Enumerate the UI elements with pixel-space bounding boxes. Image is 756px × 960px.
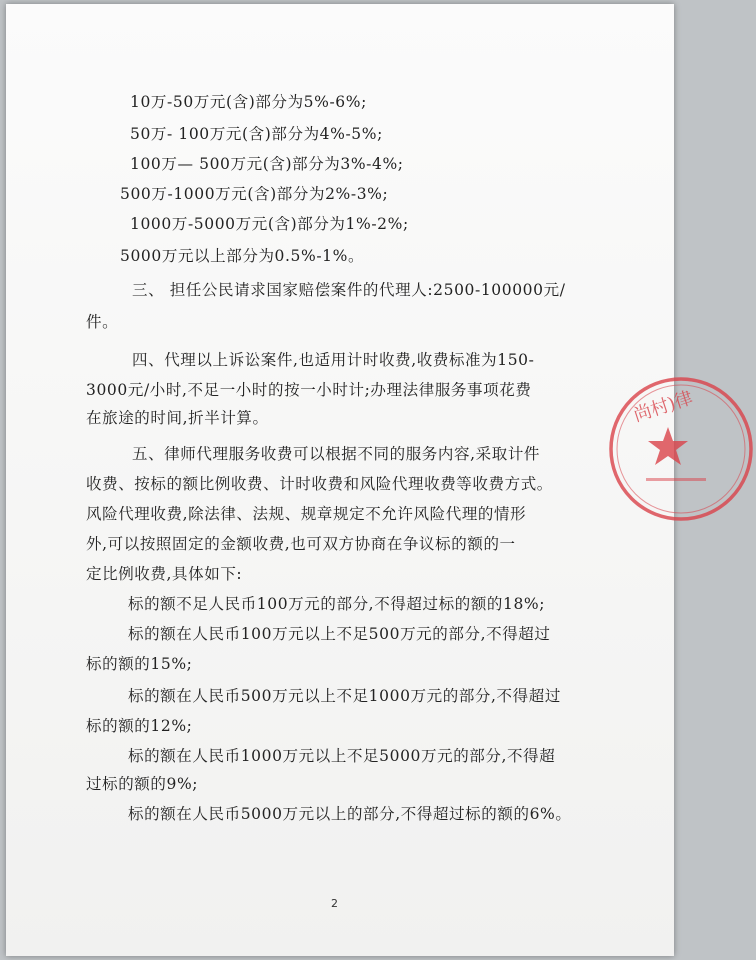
risk-rule-line: 标的额不足人民币100万元的部分,不得超过标的额的18%; <box>128 595 546 613</box>
fee-tier-line: 50万- 100万元(含)部分为4%-5%; <box>130 125 383 143</box>
seal-text: 尚村)律 <box>630 387 696 427</box>
risk-rule-line: 标的额在人民币100万元以上不足500万元的部分,不得超过 <box>128 625 551 643</box>
fee-tier-line: 1000万-5000万元(含)部分为1%-2%; <box>130 215 409 233</box>
section-three-line: 件。 <box>86 313 119 331</box>
section-five-line: 定比例收费,具体如下: <box>86 565 243 583</box>
risk-rule-line: 标的额在人民币500万元以上不足1000万元的部分,不得超过 <box>128 687 561 705</box>
document-page <box>6 4 696 956</box>
section-three-line: 三、 担任公民请求国家赔偿案件的代理人:2500-100000元/ <box>132 281 566 299</box>
star-icon <box>648 427 688 465</box>
fee-tier-line: 500万-1000万元(含)部分为2%-3%; <box>120 185 389 203</box>
page-number: 2 <box>331 897 338 910</box>
risk-rule-line: 过标的额的9%; <box>86 775 199 793</box>
risk-rule-line: 标的额的12%; <box>86 717 193 735</box>
section-four-line: 在旅途的时间,折半计算。 <box>86 409 269 427</box>
fee-tier-line: 100万— 500万元(含)部分为3%-4%; <box>130 155 404 173</box>
section-five-line: 五、律师代理服务收费可以根据不同的服务内容,采取计件 <box>132 445 541 463</box>
red-seal-stamp <box>606 374 756 524</box>
section-four-line: 3000元/小时,不足一小时的按一小时计;办理法律服务事项花费 <box>86 381 532 399</box>
fee-tier-line: 5000万元以上部分为0.5%-1%。 <box>120 247 365 265</box>
section-four-line: 四、代理以上诉讼案件,也适用计时收费,收费标准为150- <box>132 351 535 369</box>
section-five-line: 收费、按标的额比例收费、计时收费和风险代理收费等收费方式。 <box>86 475 553 493</box>
risk-rule-line: 标的额在人民币1000万元以上不足5000万元的部分,不得超 <box>128 747 556 765</box>
risk-rule-line: 标的额在人民币5000万元以上的部分,不得超过标的额的6%。 <box>128 805 572 823</box>
section-five-line: 外,可以按照固定的金额收费,也可双方协商在争议标的额的一 <box>86 535 516 553</box>
fee-tier-line: 10万-50万元(含)部分为5%-6%; <box>130 93 367 111</box>
risk-rule-line: 标的额的15%; <box>86 655 193 673</box>
section-five-line: 风险代理收费,除法律、法规、规章规定不允许风险代理的情形 <box>86 505 527 523</box>
